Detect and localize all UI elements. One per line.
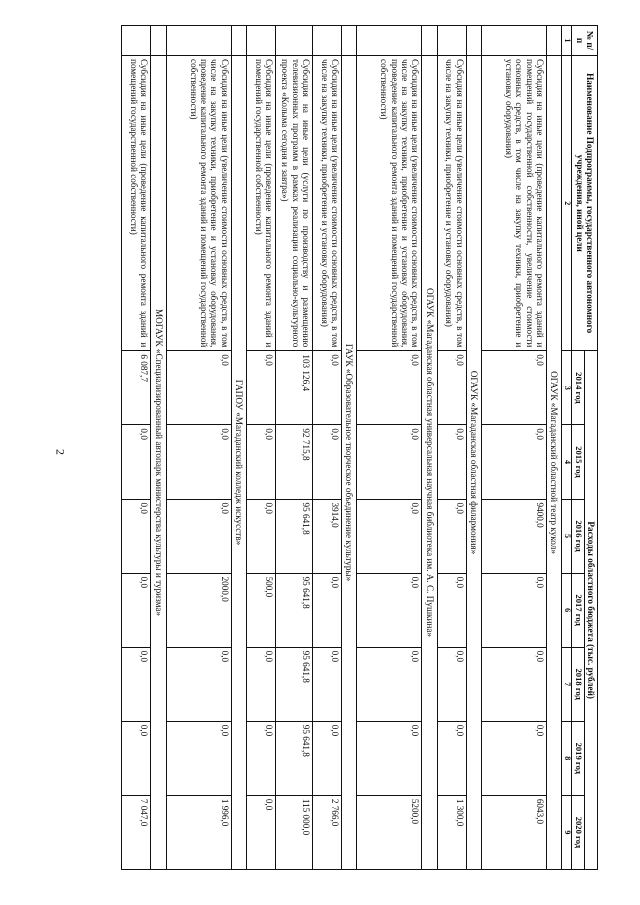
row-value: 0,0 [357, 499, 422, 573]
row-value: 95 641,8 [275, 721, 312, 795]
row-value: 115 000,0 [275, 795, 312, 869]
row-name: Субсидия на иные цели (увеличение стоимости основных средств, в том числе на закупку техники, приобретение и установку оборудования) [437, 56, 466, 351]
table-row [437, 26, 466, 870]
row-value: 0,0 [166, 721, 231, 795]
row-value: 0,0 [246, 425, 275, 499]
col-index: 7 [562, 647, 572, 721]
col-index: 8 [562, 721, 572, 795]
row-value: 0,0 [357, 573, 422, 647]
group-row [466, 26, 481, 870]
row-name: Субсидия на иные цели (увеличение стоимости основных средств, в том числе на закупку техники, приобретение и установку оборудования, проведение капитального ремонта зданий и помещений государственной собственности) [166, 56, 231, 351]
table-row [275, 26, 312, 870]
row-value: 0,0 [312, 573, 341, 647]
row-value: 0,0 [246, 499, 275, 573]
table-row [246, 26, 275, 870]
row-value: 9400,0 [481, 499, 546, 573]
row-value: 0,0 [357, 721, 422, 795]
col-header-year: 2018 год [572, 647, 585, 721]
row-value: 0,0 [481, 721, 546, 795]
row-value: 6043,0 [481, 795, 546, 869]
col-index: 4 [562, 425, 572, 499]
budget-table [121, 25, 598, 870]
row-value: 95 641,8 [275, 499, 312, 573]
group-title: ГАПОУ «Магаданский колледж искусств» [231, 56, 246, 870]
col-header-year: 2014 год [572, 351, 585, 425]
row-value: 0,0 [246, 647, 275, 721]
row-value: 2 766,0 [312, 795, 341, 869]
col-index: 3 [562, 351, 572, 425]
row-value: 0,0 [122, 573, 151, 647]
row-value: 0,0 [481, 573, 546, 647]
row-value: 0,0 [122, 647, 151, 721]
row-value: 0,0 [357, 351, 422, 425]
col-header-year: 2015 год [572, 425, 585, 499]
col-header-num: № п/п [572, 26, 598, 56]
table-row [122, 26, 151, 870]
group-row [151, 26, 166, 870]
row-value: 0,0 [166, 351, 231, 425]
col-index: 2 [562, 56, 572, 351]
row-value: 1 996,0 [166, 795, 231, 869]
col-index: 6 [562, 573, 572, 647]
row-value: 0,0 [166, 647, 231, 721]
col-header-budget: Расходы областного бюджета (тыс. рублей) [584, 351, 597, 870]
table-row [312, 26, 341, 870]
table-row [357, 26, 422, 870]
row-name: Субсидия на иные цели (услуги по производству и размещению телевизионных программ в рамках реализации социально-культурного проекта «Колыма сегодня и завтра») [275, 56, 312, 351]
rotated-page-content [118, 25, 598, 870]
row-value: 0,0 [246, 795, 275, 869]
row-value: 0,0 [481, 647, 546, 721]
row-name: Субсидия на иные цели (увеличение стоимости основных средств, в том числе на закупку техники, приобретение и установку оборудования) [312, 56, 341, 351]
row-name: Субсидия на иные цели (проведение капитального ремонта зданий и помещений государственной собственности, увеличение стоимости основных средств, в том числе на закупку техники, приобретение и установку оборудования) [481, 56, 546, 351]
row-value: 0,0 [166, 499, 231, 573]
group-title: ГАУК «Образовательное творческое объединение культуры» [341, 56, 356, 870]
group-row [231, 26, 246, 870]
row-value: 3914,0 [312, 499, 341, 573]
col-header-year: 2017 год [572, 573, 585, 647]
row-value: 95 641,8 [275, 573, 312, 647]
row-value: 0,0 [357, 647, 422, 721]
row-value: 0,0 [122, 425, 151, 499]
col-header-year: 2019 год [572, 721, 585, 795]
group-title: ОГАУК «Магаданская областная универсальная научная библиотека им. А. С. Пушкина» [422, 56, 437, 870]
col-header-year: 2020 год [572, 795, 585, 869]
row-value: 7 047,0 [122, 795, 151, 869]
col-header-name: Наименование Подпрограммы, государственного автономного учреждения, иной цели [572, 56, 598, 351]
group-row [341, 26, 356, 870]
row-name: Субсидия на иные цели (проведение капитального ремонта зданий и помещений государственной собственности) [246, 56, 275, 351]
row-value: 0,0 [312, 351, 341, 425]
row-value: 0,0 [312, 425, 341, 499]
row-value: 2000,0 [166, 573, 231, 647]
row-value: 0,0 [481, 351, 546, 425]
table-row [166, 26, 231, 870]
row-value: 0,0 [437, 573, 466, 647]
group-row [546, 26, 561, 870]
group-title: МОГАУК «Специализированный автопарк министерства культуры и туризма» [151, 56, 166, 870]
col-index: 9 [562, 795, 572, 869]
col-index: 5 [562, 499, 572, 573]
row-value: 0,0 [312, 721, 341, 795]
row-value: 0,0 [122, 721, 151, 795]
row-value: 0,0 [246, 351, 275, 425]
page-number: 2 [53, 449, 68, 455]
row-value: 0,0 [312, 647, 341, 721]
col-header-year: 2016 год [572, 499, 585, 573]
row-value: 0,0 [437, 351, 466, 425]
group-title: ОГАУК «Магаданская областная филармония» [466, 56, 481, 870]
col-index: 1 [562, 26, 572, 56]
row-value: 500,0 [246, 573, 275, 647]
row-value: 1 300,0 [437, 795, 466, 869]
row-value: 92 715,8 [275, 425, 312, 499]
row-value: 0,0 [437, 647, 466, 721]
row-value: 0,0 [481, 425, 546, 499]
row-value: 6 087,7 [122, 351, 151, 425]
row-value: 0,0 [437, 425, 466, 499]
row-value: 0,0 [122, 499, 151, 573]
header-row-1 [584, 26, 597, 870]
row-name: Субсидия на иные цели (проведение капитального ремонта зданий и помещений государственной собственности) [122, 56, 151, 351]
row-value: 0,0 [357, 425, 422, 499]
row-value: 0,0 [437, 499, 466, 573]
group-title: ОГАУК «Магаданский областной театр кукол» [546, 56, 561, 870]
row-name: Субсидия на иные цели (увеличение стоимости основных средств, в том числе на закупку техники, приобретение и установку оборудования, проведение капитального ремонта зданий и помещений государственной собственности) [357, 56, 422, 351]
row-value: 95 641,8 [275, 647, 312, 721]
row-value: 0,0 [437, 721, 466, 795]
table-row [481, 26, 546, 870]
row-value: 0,0 [166, 425, 231, 499]
row-value: 0,0 [246, 721, 275, 795]
row-value: 5200,0 [357, 795, 422, 869]
group-row [422, 26, 437, 870]
header-row-index [562, 26, 572, 870]
row-value: 103 126,4 [275, 351, 312, 425]
